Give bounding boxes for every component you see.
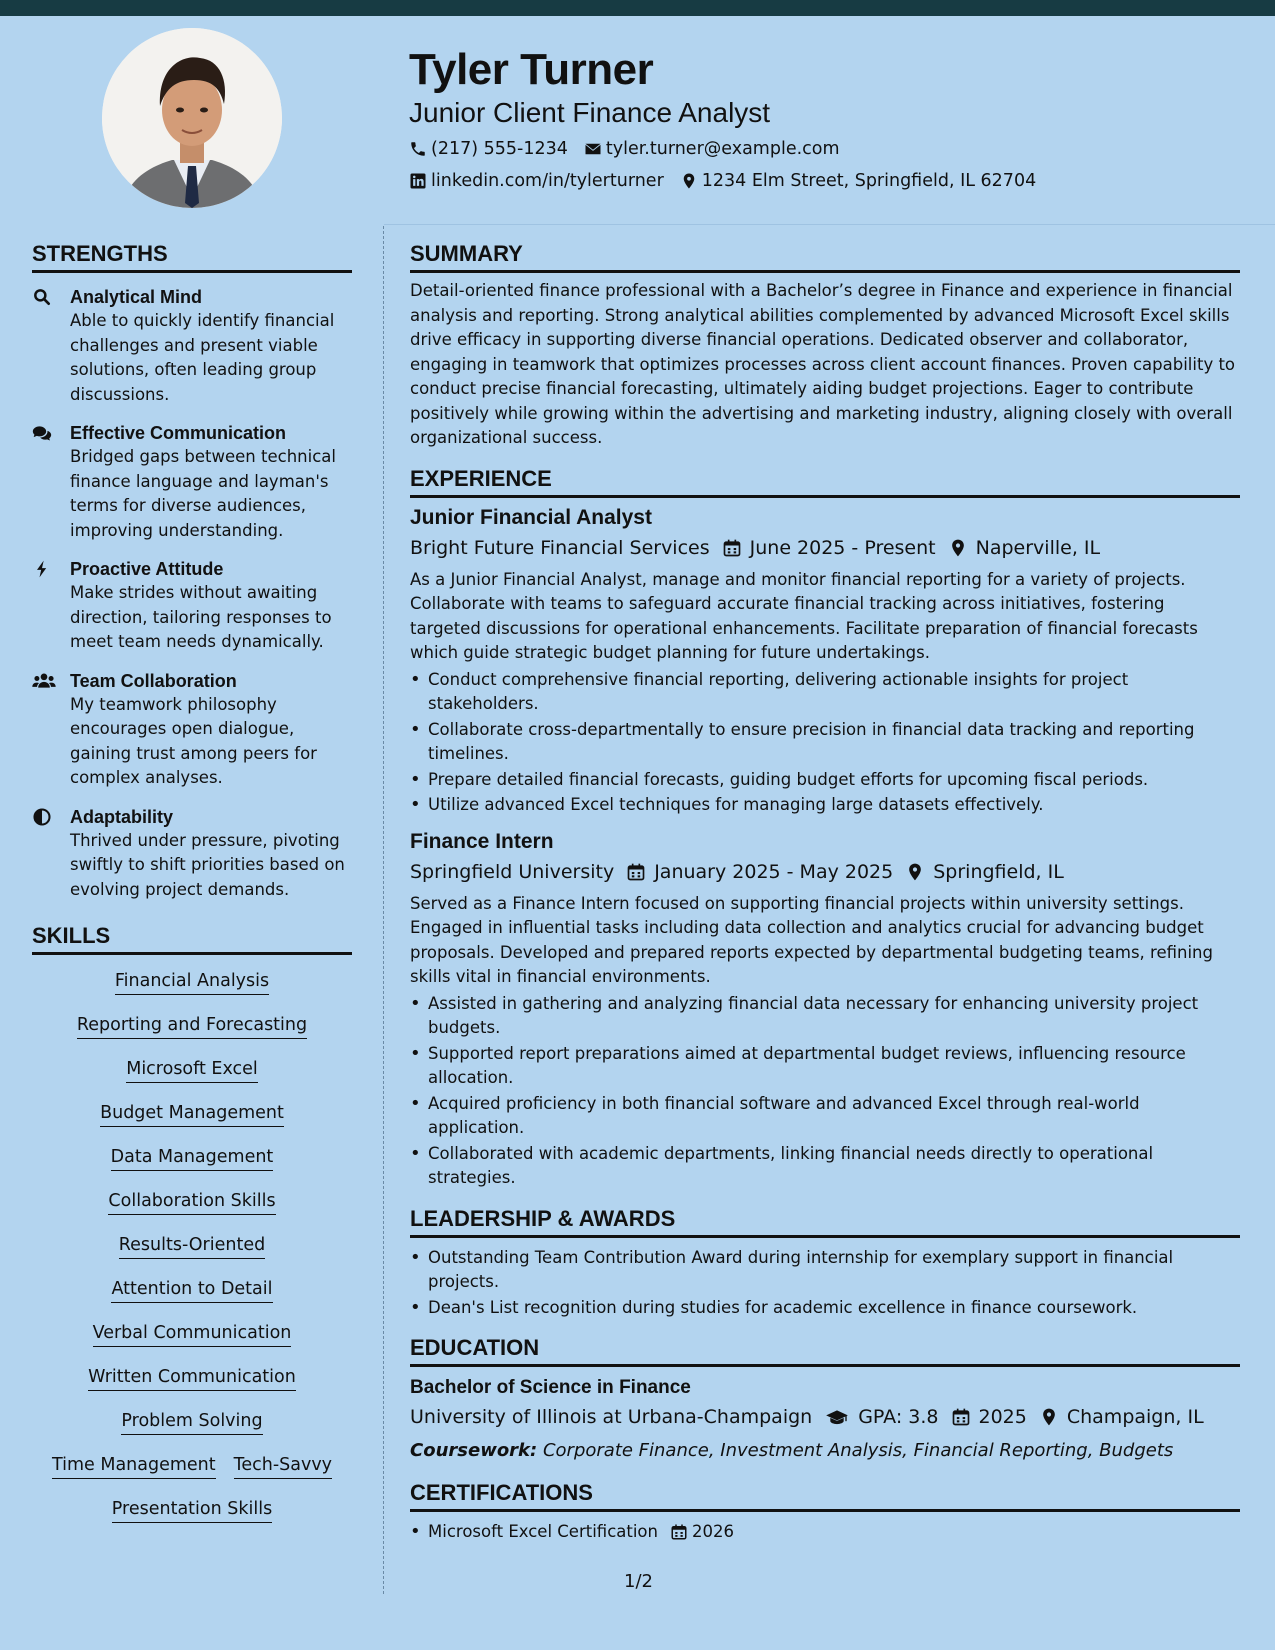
strength-desc: Thrived under pressure, pivoting swiftly to shift priorities based on evolving project demands. <box>70 830 345 899</box>
right-column <box>410 240 1240 1546</box>
phone-contact[interactable] <box>409 136 568 162</box>
map-marker-icon <box>1039 1407 1059 1427</box>
strength-desc: Make strides without awaiting direction, tailoring responses to meet team needs dynamically. <box>70 583 332 651</box>
coursework <box>410 1437 1240 1465</box>
job-bullets <box>410 668 1240 818</box>
skills-heading: SKILLS <box>32 922 352 955</box>
gpa-text: GPA: 3.8 <box>858 1406 939 1428</box>
top-bar <box>0 0 1275 16</box>
education-meta <box>410 1403 1240 1431</box>
skill-tag: Tech-Savvy <box>234 1453 332 1479</box>
calendar-icon <box>670 1523 688 1541</box>
list-item: • Acquired proficiency in both financial software and advanced Excel through real-world application. <box>410 1092 1240 1141</box>
skill-tag: Results-Oriented <box>119 1233 265 1259</box>
strength-name: Adaptability <box>70 806 174 827</box>
skill-tag: Budget Management <box>100 1101 284 1127</box>
envelope-icon <box>584 140 602 158</box>
strength-name: Analytical Mind <box>70 287 203 307</box>
phone-icon <box>409 140 427 158</box>
map-marker-icon <box>905 862 925 882</box>
address-contact <box>680 168 1036 194</box>
job-location: Naperville, IL <box>975 536 1101 559</box>
contact-row-1 <box>409 136 1249 162</box>
education-location: Champaign, IL <box>1066 1406 1204 1428</box>
coursework-label: Coursework: <box>410 1440 538 1461</box>
linkedin-contact[interactable] <box>409 168 664 194</box>
list-item: • Outstanding Team Contribution Award during internship for exemplary support in financial projects. <box>410 1246 1240 1295</box>
job-dates: June 2025 - Present <box>749 536 936 559</box>
job-description: Served as a Finance Intern focused on supporting financial projects within university settings. Engaged in influential tasks including data collection and analytics crucial for advancing budget proposals. Developed and prepared reports expected by departmental budgeting teams, refining skills vital in financial environments. <box>410 893 1213 986</box>
skills-list <box>32 969 352 1541</box>
left-column <box>32 240 352 1541</box>
job-description: As a Junior Financial Analyst, manage and monitor financial reporting for a variety of projects. Collaborate with teams to safeguard accurate financial tracking across initiatives, fostering targeted discussions for operational enhancements. Facilitate preparation of financial forecasts which guide strategic budget planning for future undertakings. <box>410 569 1198 662</box>
leadership-heading: LEADERSHIP & AWARDS <box>410 1205 1240 1238</box>
degree-title: Bachelor of Science in Finance <box>410 1377 691 1398</box>
map-marker-icon <box>680 172 698 190</box>
linkedin-icon <box>409 172 427 190</box>
column-divider <box>383 226 384 1594</box>
list-item: • Conduct comprehensive financial reporting, delivering actionable insights for project stakeholders. <box>410 668 1240 717</box>
education-year: 2025 <box>978 1406 1027 1428</box>
skill-tag: Problem Solving <box>121 1409 262 1435</box>
list-item: • Supported report preparations aimed at departmental budget reviews, influencing resource allocation. <box>410 1042 1240 1091</box>
skill-tag: Reporting and Forecasting <box>77 1013 307 1039</box>
skill-tag: Collaboration Skills <box>108 1189 275 1215</box>
linkedin-text: linkedin.com/in/tylerturner <box>431 171 664 191</box>
calendar-icon <box>951 1407 971 1427</box>
skill-tag: Attention to Detail <box>111 1277 272 1303</box>
list-item: • Prepare detailed financial forecasts, guiding budget efforts for upcoming fiscal periods. <box>410 768 1240 793</box>
skill-tag: Verbal Communication <box>93 1321 292 1347</box>
phone-text: (217) 555-1234 <box>431 139 568 159</box>
job-position: Junior Financial Analyst <box>410 505 652 529</box>
strength-item <box>32 421 352 543</box>
list-item: • Assisted in gathering and analyzing financial data necessary for enhancing university project budgets. <box>410 992 1240 1041</box>
certification-name: • Microsoft Excel Certification <box>428 1522 658 1541</box>
strength-item <box>32 805 352 903</box>
strength-name: Proactive Attitude <box>70 559 224 579</box>
strength-desc: Bridged gaps between technical finance language and layman's terms for diverse audiences, improving understanding. <box>70 447 336 540</box>
avatar <box>102 28 282 208</box>
comments-icon <box>32 423 52 443</box>
skill-tag: Written Communication <box>88 1365 296 1391</box>
list-item: • Collaborated with academic departments, linking financial needs directly to operational strategies. <box>410 1142 1240 1191</box>
list-item: • Dean's List recognition during studies for academic excellence in finance coursework. <box>410 1296 1240 1321</box>
calendar-icon <box>626 862 646 882</box>
job-meta <box>410 534 1240 562</box>
page-number: 1/2 <box>624 1571 653 1592</box>
job-title: Junior Client Finance Analyst <box>409 97 771 128</box>
skill-tag: Time Management <box>52 1453 216 1479</box>
users-icon <box>32 671 56 691</box>
list-item <box>410 1520 1240 1545</box>
search-icon <box>32 287 52 307</box>
address-text: 1234 Elm Street, Springfield, IL 62704 <box>701 171 1037 191</box>
contact-row-2 <box>409 168 1249 194</box>
email-contact[interactable] <box>584 136 840 162</box>
skill-tag: Presentation Skills <box>112 1497 272 1523</box>
header <box>409 44 1249 194</box>
skill-tag: Microsoft Excel <box>126 1057 258 1083</box>
list-item: • Collaborate cross-departmentally to ensure precision in financial data tracking and reporting timelines. <box>410 718 1240 767</box>
strength-desc: My teamwork philosophy encourages open dialogue, gaining trust among peers for complex analyses. <box>70 694 317 787</box>
strengths-heading: STRENGTHS <box>32 240 352 273</box>
skill-tag: Data Management <box>111 1145 274 1171</box>
profile-photo-icon <box>102 28 282 208</box>
job-dates: January 2025 - May 2025 <box>654 860 894 883</box>
coursework-text: Corporate Finance, Investment Analysis, Financial Reporting, Budgets <box>542 1440 1174 1461</box>
candidate-name: Tyler Turner <box>409 45 654 94</box>
job-bullets <box>410 992 1240 1191</box>
graduation-cap-icon <box>824 1407 850 1427</box>
certifications-heading: CERTIFICATIONS <box>410 1479 1240 1512</box>
strength-desc: Able to quickly identify financial challenges and present viable solutions, often leading group discussions. <box>70 311 335 404</box>
school-name: University of Illinois at Urbana-Champaign <box>410 1406 813 1428</box>
leadership-list <box>410 1246 1240 1321</box>
strength-name: Team Collaboration <box>70 670 237 691</box>
half-circle-icon <box>32 807 52 827</box>
job-company: Springfield University <box>410 860 615 883</box>
header-divider <box>384 224 1275 225</box>
job-company: Bright Future Financial Services <box>410 536 710 559</box>
experience-heading: EXPERIENCE <box>410 465 1240 498</box>
strength-item <box>32 285 352 407</box>
job-entry <box>410 828 1240 1191</box>
bolt-icon <box>32 559 52 579</box>
email-text: tyler.turner@example.com <box>605 139 840 159</box>
certifications-list <box>410 1520 1240 1545</box>
summary-heading: SUMMARY <box>410 240 1240 273</box>
certification-year: 2026 <box>691 1522 734 1541</box>
map-marker-icon <box>948 538 968 558</box>
job-meta <box>410 858 1240 886</box>
job-position: Finance Intern <box>410 829 554 853</box>
job-location: Springfield, IL <box>933 860 1064 883</box>
summary-text: Detail-oriented finance professional with a Bachelor’s degree in Finance and experience in financial analysis and reporting. Strong analytical abilities complemented by advanced Microsoft Excel skills drive efficacy in supporting diverse financial operations. Dedicated observer and collaborator, engaging in teamwork that optimizes processes across client account finances. Proven capability to conduct precise financial forecasting, ultimately aiding budget projections. Eager to contribute positively while growing within the advertising and marketing industry, aligning closely with overall organizational success. <box>410 281 1236 447</box>
education-heading: EDUCATION <box>410 1334 1240 1367</box>
list-item: • Utilize advanced Excel techniques for managing large datasets effectively. <box>410 793 1240 818</box>
strengths-list <box>32 285 352 902</box>
strength-item <box>32 669 352 791</box>
skill-tag: Financial Analysis <box>115 969 269 995</box>
job-entry <box>410 504 1240 818</box>
strength-item <box>32 557 352 655</box>
calendar-icon <box>722 538 742 558</box>
strength-name: Effective Communication <box>70 423 287 443</box>
